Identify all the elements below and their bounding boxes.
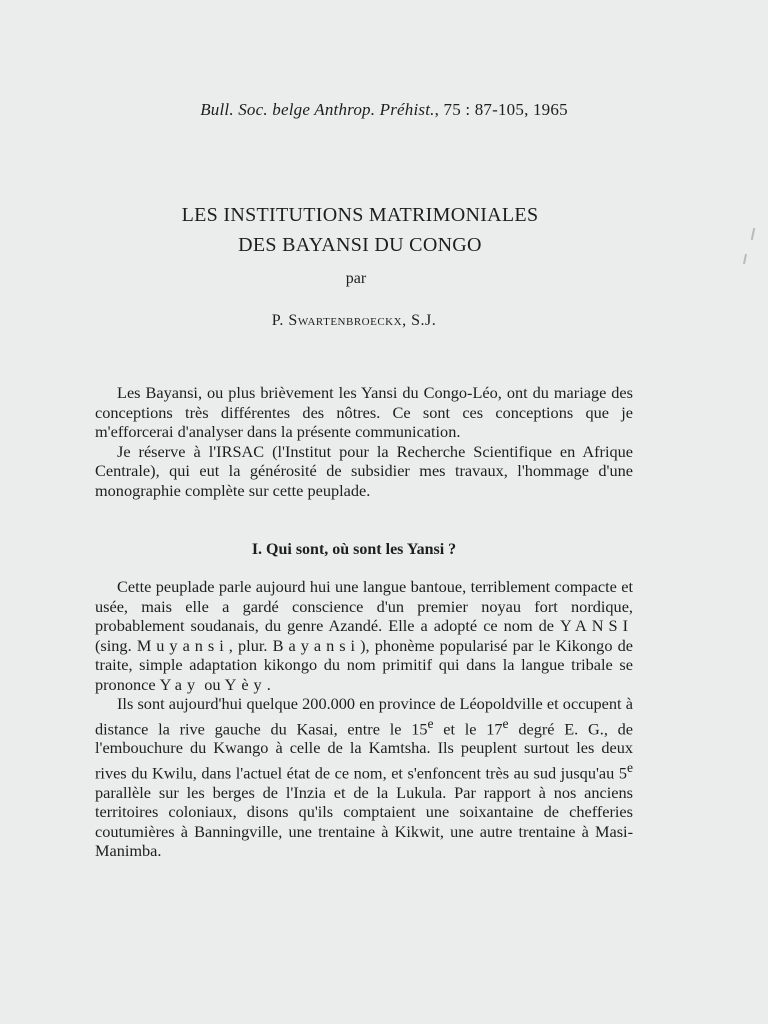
intro-paragraph-2: Je réserve à l'IRSAC (l'Institut pour la Recherche Scientifique en Afrique Centrale), qui eut la générosité de subsidier mes travaux, l'hommage d'une monographie complète sur cette peuplade. (95, 441, 633, 500)
author-suffix: , S.J. (402, 312, 437, 329)
term-yey: Yèy (224, 674, 267, 694)
title-line-1: LES INSTITUTIONS MATRIMONIALES (181, 204, 539, 226)
superscript: e (502, 715, 509, 731)
term-yansi: YANSI (560, 616, 633, 635)
article-title (0, 200, 720, 260)
author-name (0, 312, 708, 330)
text-run: Ils sont aujourd'hui quelque 200.000 en province de Léopoldville et occupent à distance la rive gauche du Kasai, entre le 15 (95, 694, 633, 738)
text-run: parallèle sur les berges de l'Inzia et de la Lukula. Par rapport à nos anciens territoires coloniaux, disons qu'ils comptaient une soixantaine de chefferies coutumières à Banningville, une trentaine à Kikwit, une autre trentaine à Masi-Manimba. (95, 782, 633, 861)
intro-paragraph-1: Les Bayansi, ou plus brièvement les Yansi du Congo-Léo, ont du mariage des conceptions très différentes des nôtres. Ce sont ces conceptions que je m'efforcerai d'analyser dans la présente communication. (95, 383, 633, 441)
introduction (95, 383, 633, 500)
scan-artifact-mark (743, 254, 747, 264)
text-run: ou (200, 674, 225, 694)
text-run: Cette peuplade parle aujourd hui une langue bantoue, terriblement compacte et usée, mais elle a gardé conscience d'un premier noyau fort nordique, probablement soudanais, du genre Azandé. Elle a adopté ce nom de (95, 577, 633, 635)
author-initial: P. (271, 312, 289, 329)
journal-citation (0, 100, 768, 120)
term-muyansi: Muyansi (136, 635, 229, 655)
scan-artifact-mark (751, 228, 755, 240)
text-run: (sing. (95, 635, 137, 655)
title-line-2: DES BAYANSI DU CONGO (238, 234, 482, 256)
section-1-paragraph-2 (95, 694, 633, 861)
superscript: e (626, 759, 633, 775)
section-1-body (95, 577, 633, 861)
journal-name: Bull. Soc. belge Anthrop. Préhist. (200, 100, 435, 119)
superscript: e (427, 715, 434, 731)
text-run: et le 17 (433, 718, 503, 738)
author-surname: Swartenbroeckx (288, 312, 403, 329)
section-1-paragraph-1 (95, 577, 633, 694)
term-yay: Yay (159, 674, 201, 694)
text-run: ), phonème popularisé par le Kikongo de traite, simple adaptation kikongo du nom primitif qui dans la langue tribale se prononce (95, 635, 634, 694)
text-run: degré E. G., de l'embouchure du Kwango à celle de la Kamtsha. Ils peuplent surtout les deux rives du Kwilu, dans l'actuel état de ce nom, et s'enfoncent très au sud jusqu'au 5 (95, 718, 634, 783)
journal-reference: , 75 : 87-105, 1965 (434, 100, 568, 119)
text-run: . (266, 674, 271, 694)
text-run: , plur. (228, 635, 273, 655)
section-heading: I. Qui sont, où sont les Yansi ? (251, 541, 457, 558)
by-line: par (345, 270, 367, 287)
term-bayansi: Bayansi (272, 635, 361, 655)
